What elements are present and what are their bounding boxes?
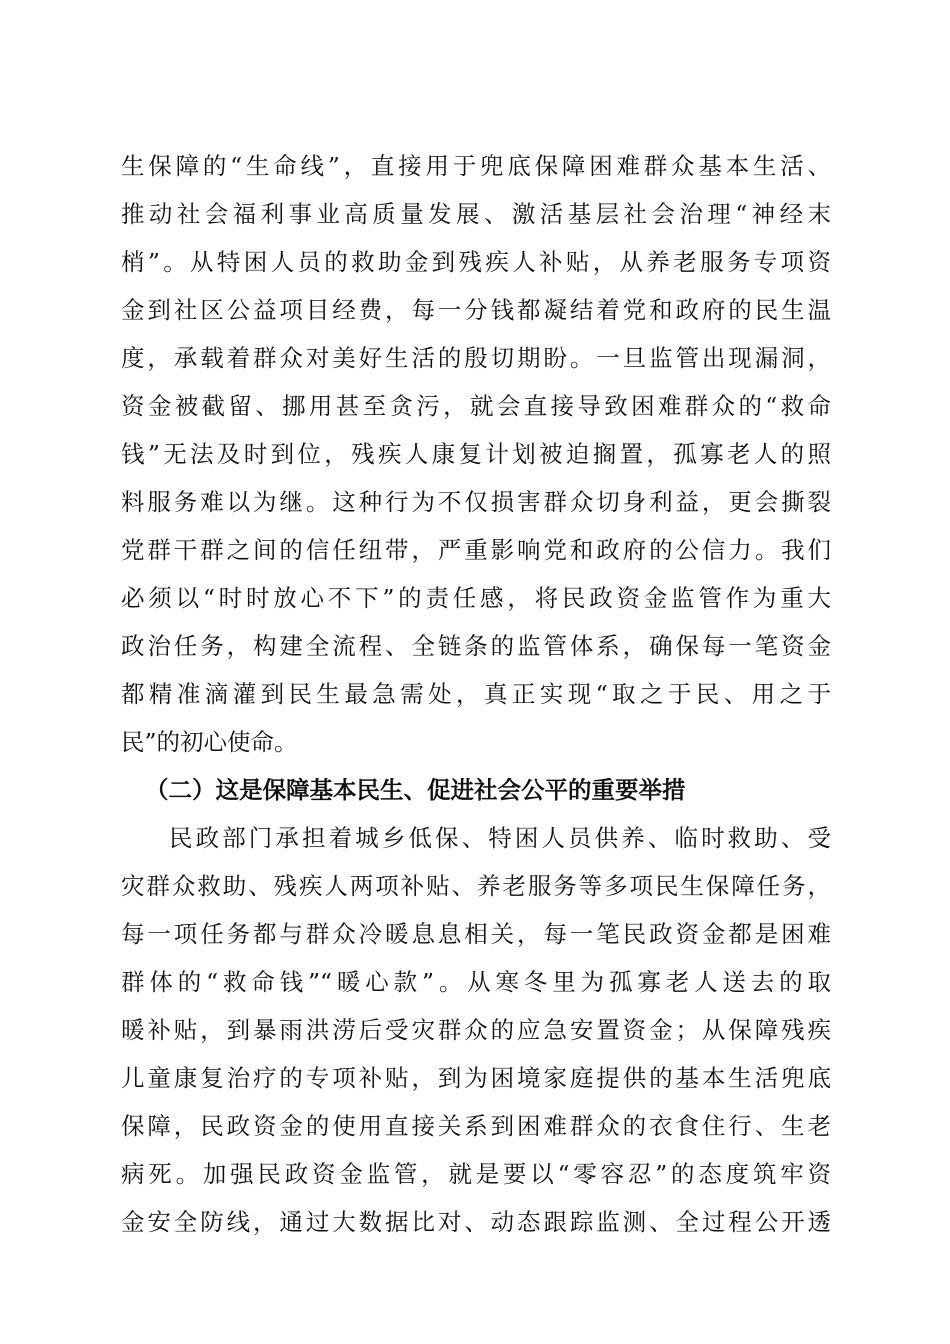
paragraph-line: 梢”。从特困人员的救助金到残疾人补贴，从养老服务专项资 bbox=[121, 248, 831, 276]
paragraph-line: 资金被截留、挪用甚至贪污，就会直接导致困难群众的“救命 bbox=[121, 392, 831, 420]
paragraph-line: 金到社区公益项目经费，每一分钱都凝结着党和政府的民生温 bbox=[121, 296, 831, 324]
paragraph-line: 度，承载着群众对美好生活的殷切期盼。一旦监管出现漏洞， bbox=[121, 344, 831, 372]
paragraph-line: 病死。加强民政资金监管，就是要以“零容忍”的态度筑牢资 bbox=[121, 1160, 831, 1188]
paragraph-line: 必须以“时时放心不下”的责任感，将民政资金监管作为重大 bbox=[121, 584, 831, 612]
paragraph-line: 生保障的“生命线”，直接用于兜底保障困难群众基本生活、 bbox=[121, 152, 831, 180]
paragraph-line: 保障，民政资金的使用直接关系到困难群众的衣食住行、生老 bbox=[121, 1112, 831, 1140]
paragraph-line: 民政部门承担着城乡低保、特困人员供养、临时救助、受 bbox=[169, 824, 831, 852]
paragraph-line: 推动社会福利事业高质量发展、激活基层社会治理“神经末 bbox=[121, 200, 831, 228]
paragraph-line: 政治任务，构建全流程、全链条的监管体系，确保每一笔资金 bbox=[121, 632, 831, 660]
paragraph-line: 儿童康复治疗的专项补贴，到为困境家庭提供的基本生活兜底 bbox=[121, 1064, 831, 1092]
paragraph-line: 民”的初心使命。 bbox=[121, 728, 298, 756]
paragraph-line: 党群干群之间的信任纽带，严重影响党和政府的公信力。我们 bbox=[121, 536, 831, 564]
paragraph-line: 都精准滴灌到民生最急需处，真正实现“取之于民、用之于 bbox=[121, 680, 831, 708]
paragraph-line: 金安全防线，通过大数据比对、动态跟踪监测、全过程公开透 bbox=[121, 1208, 831, 1236]
paragraph-line: 料服务难以为继。这种行为不仅损害群众切身利益，更会撕裂 bbox=[121, 488, 831, 516]
paragraph-line: 群体的“救命钱”“暖心款”。从寒冬里为孤寡老人送去的取 bbox=[121, 968, 831, 996]
paragraph-line: 灾群众救助、残疾人两项补贴、养老服务等多项民生保障任务， bbox=[121, 872, 831, 900]
paragraph-line: 钱”无法及时到位，残疾人康复计划被迫搁置，孤寡老人的照 bbox=[121, 440, 831, 468]
paragraph-line: 暖补贴，到暴雨洪涝后受灾群众的应急安置资金；从保障残疾 bbox=[121, 1016, 831, 1044]
paragraph-line: 每一项任务都与群众冷暖息息相关，每一笔民政资金都是困难 bbox=[121, 920, 831, 948]
section-heading: （二）这是保障基本民生、促进社会公平的重要举措 bbox=[145, 776, 686, 804]
